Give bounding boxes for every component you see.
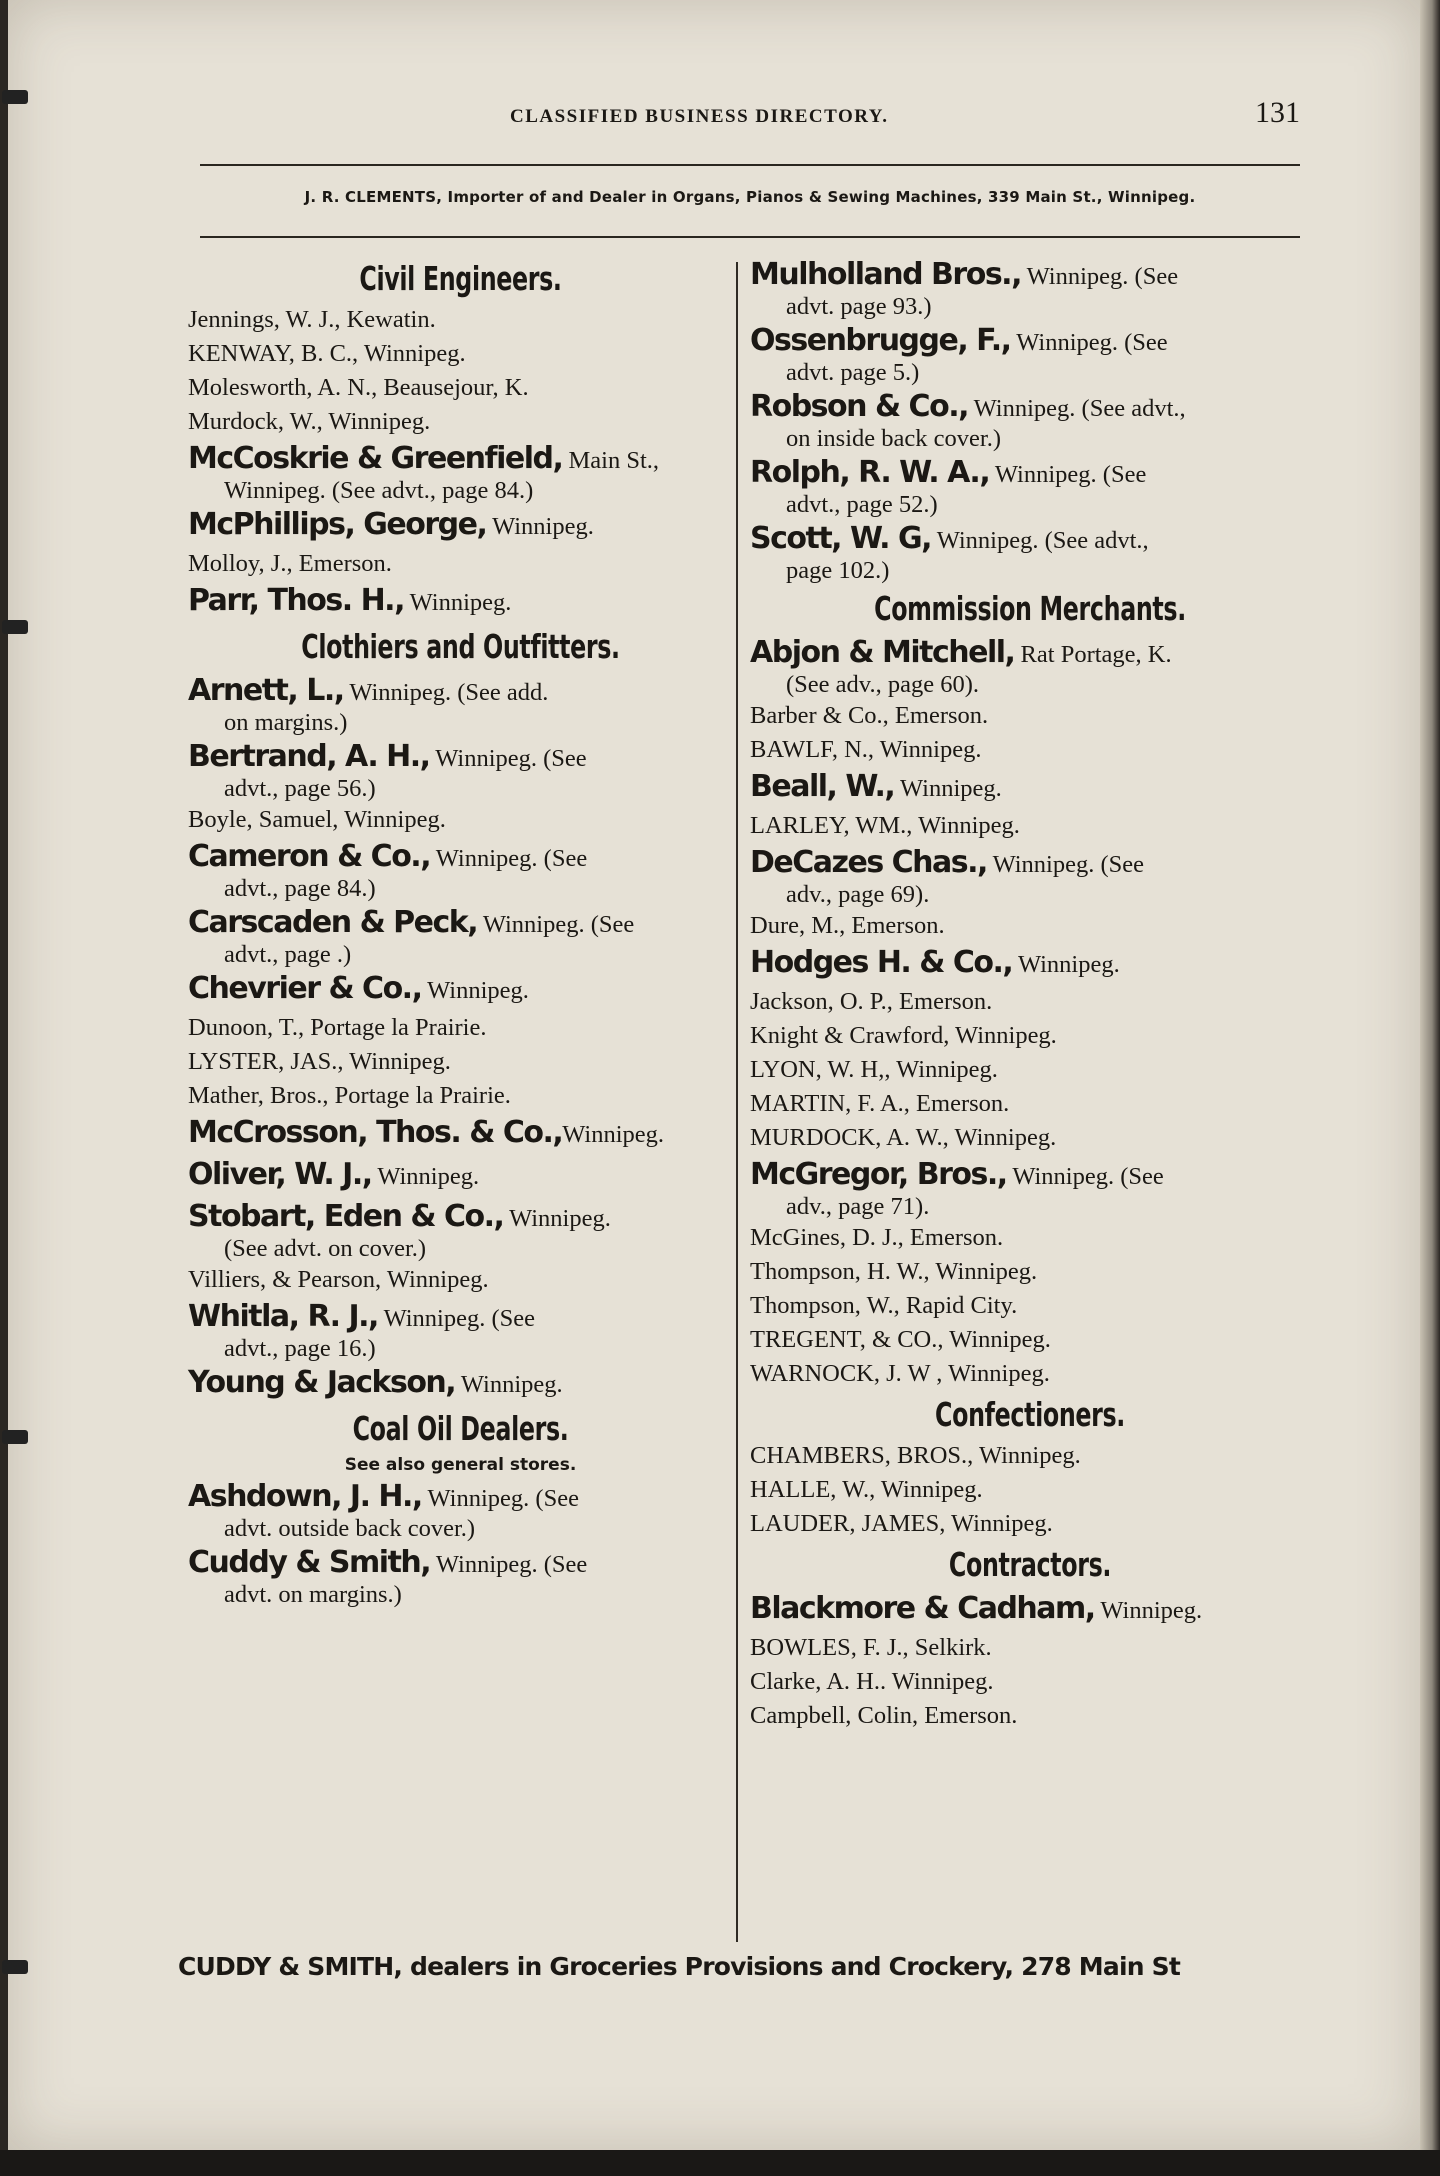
business-location: Winnipeg. bbox=[1094, 1597, 1203, 1624]
business-location: Winnipeg. bbox=[403, 589, 512, 616]
entry-continuation: advt. on margins.) bbox=[224, 1581, 402, 1608]
business-name: LARLEY, WM., Winnipeg. bbox=[750, 812, 1020, 839]
binding-stitch bbox=[2, 90, 28, 104]
business-name: Arnett, L., bbox=[188, 673, 344, 708]
directory-entry bbox=[750, 1289, 1310, 1323]
business-name: WARNOCK, J. W , Winnipeg. bbox=[750, 1360, 1050, 1387]
page-bottom-shadow bbox=[0, 2150, 1440, 2176]
business-location: Winnipeg. bbox=[1012, 951, 1120, 978]
directory-entry bbox=[188, 1297, 733, 1363]
business-name: Molloy, J., Emerson. bbox=[188, 550, 392, 577]
directory-entry bbox=[750, 1507, 1310, 1541]
business-location: Winnipeg. bbox=[371, 1163, 480, 1190]
business-name: Thompson, H. W., Winnipeg. bbox=[750, 1258, 1038, 1285]
section-heading: Clothiers and Outfitters. bbox=[301, 627, 620, 666]
business-name: Scott, W. G, bbox=[750, 521, 932, 556]
directory-entry bbox=[188, 737, 733, 803]
directory-entry bbox=[750, 943, 1310, 985]
directory-entry bbox=[750, 1221, 1310, 1255]
business-name: Chevrier & Co., bbox=[188, 971, 422, 1006]
section-heading: Coal Oil Dealers. bbox=[352, 1409, 569, 1448]
business-name: Abjon & Mitchell, bbox=[750, 635, 1015, 670]
business-name: CHAMBERS, BROS., Winnipeg. bbox=[750, 1442, 1081, 1469]
directory-entry bbox=[188, 1113, 733, 1155]
directory-entry bbox=[750, 1665, 1310, 1699]
directory-entry bbox=[188, 337, 733, 371]
business-location: Winnipeg. (See bbox=[1010, 329, 1168, 356]
page-header bbox=[200, 96, 1300, 142]
business-name: BOWLES, F. J., Selkirk. bbox=[750, 1634, 992, 1661]
section-heading: Commission Merchants. bbox=[874, 589, 1186, 628]
directory-entry bbox=[188, 1363, 733, 1405]
directory-entry bbox=[750, 909, 1310, 943]
business-name: Mulholland Bros., bbox=[750, 257, 1021, 292]
business-location: Winnipeg. (See bbox=[477, 911, 635, 938]
directory-entry bbox=[750, 633, 1310, 699]
directory-entry bbox=[188, 837, 733, 903]
business-name: Murdock, W., Winnipeg. bbox=[188, 408, 431, 435]
directory-entry bbox=[188, 547, 733, 581]
right-column bbox=[750, 255, 1310, 1733]
directory-entry bbox=[188, 803, 733, 837]
entry-continuation: advt., page 16.) bbox=[224, 1335, 376, 1362]
business-name: Robson & Co., bbox=[750, 389, 968, 424]
business-name: Mather, Bros., Portage la Prairie. bbox=[188, 1082, 511, 1109]
binding-stitch bbox=[2, 620, 28, 634]
left-column bbox=[188, 255, 733, 1609]
running-title: CLASSIFIED BUSINESS DIRECTORY. bbox=[510, 106, 889, 127]
binding-stitch bbox=[2, 1430, 28, 1444]
business-location: Rat Portage, K. bbox=[1014, 641, 1172, 668]
directory-entry bbox=[188, 581, 733, 623]
business-name: LYON, W. H,, Winnipeg. bbox=[750, 1056, 998, 1083]
business-name: BAWLF, N., Winnipeg. bbox=[750, 736, 982, 763]
entry-continuation: on inside back cover.) bbox=[786, 425, 1001, 452]
business-location: Winnipeg. (See bbox=[430, 1551, 588, 1578]
section-heading: Contractors. bbox=[948, 1545, 1112, 1584]
entry-continuation: Winnipeg. (See advt., page 84.) bbox=[224, 477, 534, 504]
entry-continuation: advt., page 52.) bbox=[786, 491, 938, 518]
business-location: Winnipeg. bbox=[503, 1205, 611, 1232]
business-name: LAUDER, JAMES, Winnipeg. bbox=[750, 1510, 1053, 1537]
directory-entry bbox=[750, 1087, 1310, 1121]
business-location: Winnipeg. (See bbox=[986, 851, 1144, 878]
directory-entry bbox=[750, 985, 1310, 1019]
business-location: Winnipeg. (See bbox=[430, 845, 588, 872]
business-location: Winnipeg. (See bbox=[421, 1485, 579, 1512]
directory-entry bbox=[188, 671, 733, 737]
entry-continuation: advt., page .) bbox=[224, 941, 352, 968]
business-name: McGregor, Bros., bbox=[750, 1157, 1007, 1192]
directory-entry bbox=[188, 1477, 733, 1543]
directory-entry bbox=[188, 303, 733, 337]
directory-entry bbox=[188, 439, 733, 505]
business-name: Ashdown, J. H., bbox=[188, 1479, 422, 1514]
business-name: Blackmore & Cadham, bbox=[750, 1591, 1095, 1626]
business-location: Winnipeg. (See advt., bbox=[931, 527, 1149, 554]
entry-continuation: (See advt. on cover.) bbox=[224, 1235, 427, 1262]
business-name: Thompson, W., Rapid City. bbox=[750, 1292, 1018, 1319]
business-name: Hodges H. & Co., bbox=[750, 945, 1013, 980]
section-heading: Confectioners. bbox=[935, 1395, 1125, 1434]
header-rule-bottom bbox=[200, 236, 1300, 238]
business-location: Winnipeg. bbox=[562, 1121, 665, 1148]
business-name: Boyle, Samuel, Winnipeg. bbox=[188, 806, 446, 833]
directory-entry bbox=[750, 843, 1310, 909]
column-divider bbox=[736, 262, 738, 1942]
business-name: McPhillips, George, bbox=[188, 507, 487, 542]
business-location: Main St., bbox=[562, 447, 660, 474]
directory-entry bbox=[188, 1045, 733, 1079]
entry-continuation: adv., page 71). bbox=[786, 1193, 930, 1220]
business-name: McGines, D. J., Emerson. bbox=[750, 1224, 1004, 1251]
directory-entry bbox=[750, 519, 1310, 585]
business-location: Winnipeg. bbox=[486, 513, 594, 540]
directory-entry bbox=[750, 733, 1310, 767]
business-location: Winnipeg. (See bbox=[377, 1305, 536, 1332]
business-name: Rolph, R. W. A., bbox=[750, 455, 990, 490]
page-number: 131 bbox=[1255, 96, 1300, 129]
section-heading: Civil Engineers. bbox=[359, 259, 562, 298]
directory-entry bbox=[188, 405, 733, 439]
entry-continuation: (See adv., page 60). bbox=[786, 671, 979, 698]
business-location: Winnipeg. bbox=[421, 977, 529, 1004]
business-name: Cuddy & Smith, bbox=[188, 1545, 431, 1580]
directory-entry bbox=[188, 1543, 733, 1609]
business-name: Beall, W., bbox=[750, 769, 895, 804]
directory-entry bbox=[750, 1155, 1310, 1221]
directory-entry bbox=[750, 767, 1310, 809]
header-rule-top bbox=[200, 164, 1300, 166]
directory-entry bbox=[188, 1155, 733, 1197]
business-name: Barber & Co., Emerson. bbox=[750, 702, 989, 729]
business-name: Carscaden & Peck, bbox=[188, 905, 478, 940]
business-name: Bertrand, A. H., bbox=[188, 739, 430, 774]
directory-entry bbox=[750, 699, 1310, 733]
business-name: McCoskrie & Greenfield, bbox=[188, 441, 563, 476]
directory-entry bbox=[188, 969, 733, 1011]
entry-continuation: advt. page 5.) bbox=[786, 359, 920, 386]
directory-entry bbox=[188, 371, 733, 405]
business-name: Dure, M., Emerson. bbox=[750, 912, 945, 939]
directory-entry bbox=[750, 1589, 1310, 1631]
business-name: Dunoon, T., Portage la Prairie. bbox=[188, 1014, 487, 1041]
directory-entry bbox=[750, 321, 1310, 387]
business-name: Parr, Thos. H., bbox=[188, 583, 404, 618]
business-name: Molesworth, A. N., Beausejour, K. bbox=[188, 374, 529, 401]
business-name: Stobart, Eden & Co., bbox=[188, 1199, 504, 1234]
directory-entry bbox=[750, 1053, 1310, 1087]
business-name: McCrosson, Thos. & Co., bbox=[188, 1115, 563, 1150]
directory-entry bbox=[188, 1263, 733, 1297]
directory-entry bbox=[188, 1079, 733, 1113]
business-name: KENWAY, B. C., Winnipeg. bbox=[188, 340, 466, 367]
business-name: MARTIN, F. A., Emerson. bbox=[750, 1090, 1010, 1117]
directory-entry bbox=[750, 1699, 1310, 1733]
binding-stitch bbox=[2, 1960, 28, 1974]
directory-entry bbox=[750, 1121, 1310, 1155]
business-name: HALLE, W., Winnipeg. bbox=[750, 1476, 983, 1503]
directory-entry bbox=[188, 1011, 733, 1045]
directory-entry bbox=[750, 1019, 1310, 1053]
business-name: LYSTER, JAS., Winnipeg. bbox=[188, 1048, 451, 1075]
entry-continuation: advt. outside back cover.) bbox=[224, 1515, 476, 1542]
business-name: Clarke, A. H.. Winnipeg. bbox=[750, 1668, 994, 1695]
directory-entry bbox=[750, 1439, 1310, 1473]
business-name: DeCazes Chas., bbox=[750, 845, 987, 880]
entry-continuation: advt. page 93.) bbox=[786, 293, 932, 320]
directory-entry bbox=[750, 453, 1310, 519]
directory-entry bbox=[750, 809, 1310, 843]
business-location: Winnipeg. (See bbox=[1020, 263, 1179, 290]
directory-entry bbox=[750, 1323, 1310, 1357]
business-location: Winnipeg. bbox=[455, 1371, 563, 1398]
entry-continuation: adv., page 69). bbox=[786, 881, 930, 908]
directory-entry bbox=[750, 1631, 1310, 1665]
business-name: Villiers, & Pearson, Winnipeg. bbox=[188, 1266, 489, 1293]
business-name: Jackson, O. P., Emerson. bbox=[750, 988, 993, 1015]
directory-entry bbox=[750, 387, 1310, 453]
directory-entry bbox=[750, 1473, 1310, 1507]
business-name: Young & Jackson, bbox=[188, 1365, 456, 1400]
business-name: Whitla, R. J., bbox=[188, 1299, 378, 1334]
business-location: Winnipeg. (See bbox=[989, 461, 1147, 488]
business-name: Campbell, Colin, Emerson. bbox=[750, 1702, 1018, 1729]
page-edge bbox=[1420, 0, 1440, 2176]
business-location: Winnipeg. (See add. bbox=[343, 679, 549, 706]
entry-continuation: advt., page 56.) bbox=[224, 775, 376, 802]
footer-advertisement: CUDDY & SMITH, dealers in Groceries Provisions and Crockery, 278 Main St bbox=[178, 1952, 1180, 1981]
directory-entry bbox=[750, 1357, 1310, 1391]
entry-continuation: advt., page 84.) bbox=[224, 875, 376, 902]
business-name: TREGENT, & CO., Winnipeg. bbox=[750, 1326, 1051, 1353]
advertisement-banner: J. R. CLEMENTS, Importer of and Dealer in Organs, Pianos & Sewing Machines, 339 Main St., Winnipeg. bbox=[304, 188, 1196, 206]
business-name: Ossenbrugge, F., bbox=[750, 323, 1011, 358]
business-location: Winnipeg. bbox=[894, 775, 1002, 802]
directory-entry bbox=[750, 255, 1310, 321]
directory-entry bbox=[188, 505, 733, 547]
section-note: See also general stores. bbox=[344, 1455, 577, 1475]
business-location: Winnipeg. (See advt., bbox=[967, 395, 1186, 422]
directory-entry bbox=[188, 1197, 733, 1263]
business-name: Knight & Crawford, Winnipeg. bbox=[750, 1022, 1057, 1049]
business-name: MURDOCK, A. W., Winnipeg. bbox=[750, 1124, 1057, 1151]
entry-continuation: on margins.) bbox=[224, 709, 348, 736]
directory-entry bbox=[188, 903, 733, 969]
directory-entry bbox=[750, 1255, 1310, 1289]
business-name: Cameron & Co., bbox=[188, 839, 431, 874]
business-location: Winnipeg. (See bbox=[1006, 1163, 1164, 1190]
entry-continuation: page 102.) bbox=[786, 557, 890, 584]
business-name: Jennings, W. J., Kewatin. bbox=[188, 306, 436, 333]
business-name: Oliver, W. J., bbox=[188, 1157, 372, 1192]
business-location: Winnipeg. (See bbox=[429, 745, 587, 772]
